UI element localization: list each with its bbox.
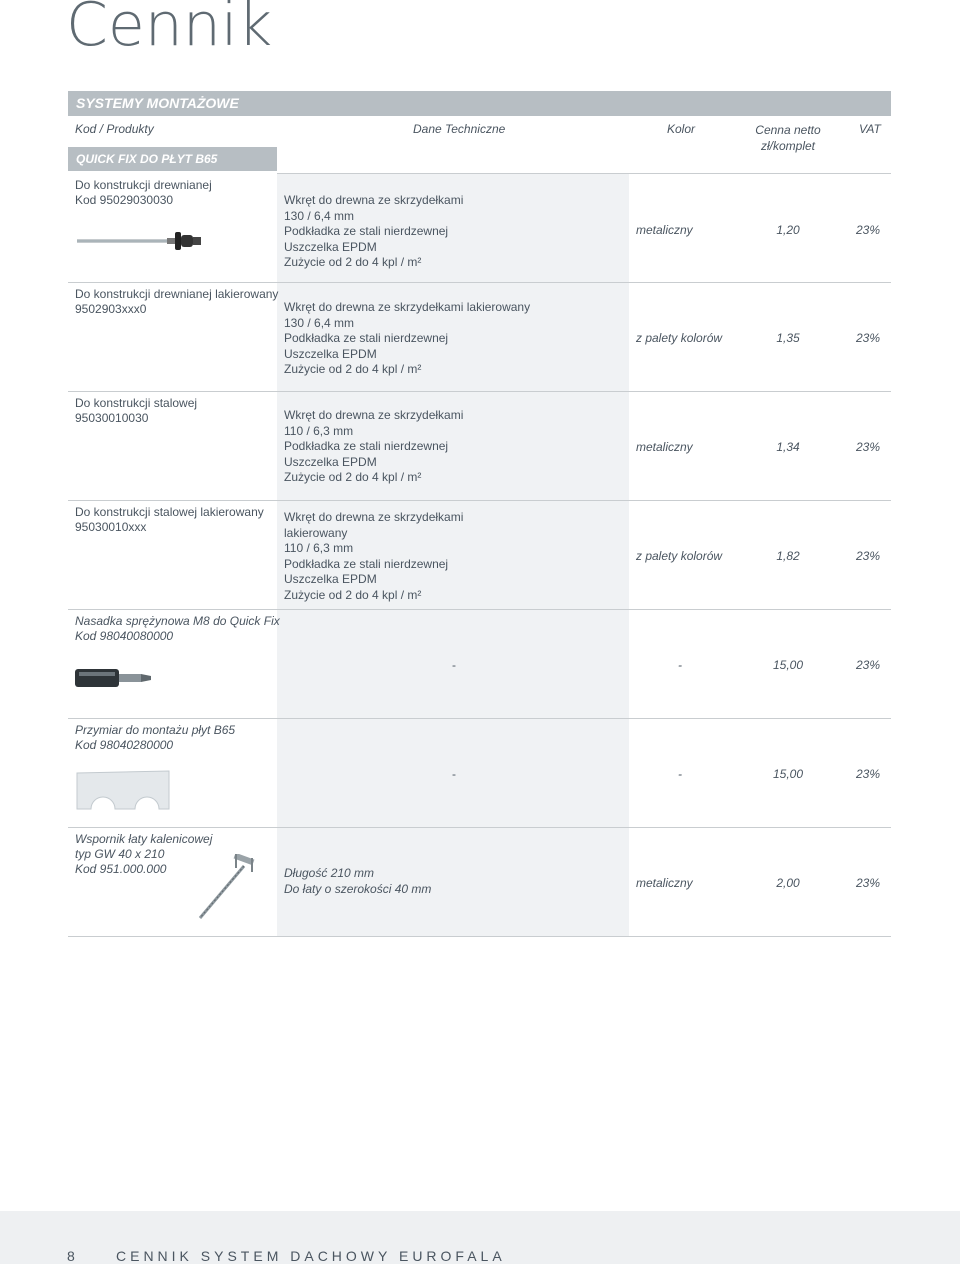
product-name: Do konstrukcji drewnianej lakierowany — [75, 287, 279, 301]
subsection-header — [68, 147, 277, 171]
column-header-kod: Kod / Produkty — [75, 122, 154, 136]
tech-specs — [284, 300, 530, 378]
product-cell — [75, 287, 278, 317]
tech-line: Uszczelka EPDM — [284, 239, 377, 254]
product-type: typ GW 40 x 210 — [75, 847, 165, 861]
product-cell — [75, 723, 235, 753]
vat-value: 23% — [855, 876, 880, 890]
product-cell — [75, 832, 212, 877]
price-value: 1,82 — [776, 549, 800, 563]
table-row — [68, 392, 891, 501]
tech-value: - — [452, 658, 456, 672]
table-row — [68, 501, 891, 610]
product-name: Wspornik łaty kalenicowej — [75, 832, 213, 846]
table-row — [68, 283, 891, 392]
product-code: Kod 98040080000 — [75, 629, 174, 643]
vat-value: 23% — [855, 767, 880, 781]
tech-line: lakierowany — [284, 525, 348, 540]
price-value: 15,00 — [772, 658, 804, 672]
tech-line: 110 / 6,3 mm — [284, 541, 354, 555]
socket-bit-icon — [75, 666, 155, 690]
color-value: - — [678, 767, 682, 781]
footer-title: CENNIK SYSTEM DACHOWY EUROFALA — [116, 1248, 506, 1264]
color-value: metaliczny — [636, 440, 693, 454]
product-code: 9502903xxx0 — [75, 302, 147, 316]
tech-line: Podkładka ze stali nierdzewnej — [284, 439, 449, 453]
table-row — [68, 828, 891, 937]
tech-specs — [284, 510, 463, 603]
row-divider — [68, 936, 891, 937]
tech-line: Uszczelka EPDM — [284, 572, 377, 586]
tech-line: Wkręt do drewna ze skrzydełkami — [284, 408, 464, 422]
table-row — [68, 610, 891, 719]
column-header-cena — [752, 122, 824, 154]
screw-icon — [75, 226, 205, 256]
tech-specs — [284, 408, 463, 486]
tech-line: Długość 210 mm — [284, 866, 375, 880]
product-cell — [75, 614, 280, 644]
tech-line: Podkładka ze stali nierdzewnej — [284, 556, 449, 571]
section-label: SYSTEMY MONTAŻOWE — [76, 95, 239, 111]
product-cell — [75, 396, 197, 426]
tech-specs — [284, 866, 431, 897]
product-name: Przymiar do montażu płyt B65 — [75, 723, 236, 737]
product-name: Nasadka sprężynowa M8 do Quick Fix — [75, 614, 280, 628]
product-name: Do konstrukcji stalowej — [75, 396, 198, 410]
page-title: Cennik — [66, 0, 273, 60]
section-header — [68, 91, 891, 116]
tech-line: Do łaty o szerokości 40 mm — [284, 881, 432, 896]
price-value: 1,20 — [776, 223, 800, 237]
product-code: Kod 98040280000 — [75, 738, 174, 752]
color-value: z palety kolorów — [636, 331, 723, 345]
vat-value: 23% — [855, 440, 880, 454]
price-value: 15,00 — [772, 767, 804, 781]
color-value: - — [678, 658, 682, 672]
tech-line: Uszczelka EPDM — [284, 346, 377, 361]
vat-value: 23% — [855, 331, 880, 345]
price-value: 2,00 — [776, 876, 800, 890]
product-code: 95030010xxx — [75, 520, 147, 534]
page-footer — [0, 1211, 960, 1264]
tech-specs — [284, 193, 463, 271]
product-code: 95030010030 — [75, 411, 149, 425]
tech-line: Zużycie od 2 do 4 kpl / m² — [284, 470, 422, 484]
tech-line: Uszczelka EPDM — [284, 454, 377, 469]
tech-line: Wkręt do drewna ze skrzydełkami — [284, 193, 464, 207]
tech-line: Zużycie od 2 do 4 kpl / m² — [284, 587, 422, 602]
vat-value: 23% — [855, 658, 880, 672]
subsection-label: QUICK FIX DO PŁYT B65 — [76, 152, 218, 166]
column-header-cena-line2: zł/komplet — [760, 139, 816, 153]
product-name: Do konstrukcji drewnianej — [75, 178, 212, 192]
tech-line: Wkręt do drewna ze skrzydełkami — [284, 510, 464, 524]
ridge-batten-bracket-icon — [194, 854, 264, 922]
color-value: metaliczny — [636, 223, 693, 237]
tech-line: 130 / 6,4 mm — [284, 315, 355, 330]
table-row — [68, 174, 891, 283]
page-number: 8 — [67, 1248, 75, 1264]
product-cell — [75, 178, 212, 208]
vat-value: 23% — [855, 223, 880, 237]
tech-line: Podkładka ze stali nierdzewnej — [284, 331, 449, 345]
price-value: 1,35 — [776, 331, 800, 345]
product-code: Kod 951.000.000 — [75, 862, 167, 876]
column-header-dane: Dane Techniczne — [413, 122, 506, 136]
column-header-cena-line1: Cenna netto — [755, 123, 821, 137]
mounting-gauge-icon — [75, 769, 171, 811]
table-row — [68, 719, 891, 828]
tech-line: Zużycie od 2 do 4 kpl / m² — [284, 255, 422, 269]
tech-line: 130 / 6,4 mm — [284, 208, 355, 223]
price-value: 1,34 — [776, 440, 800, 454]
color-value: metaliczny — [636, 876, 693, 890]
tech-value: - — [452, 767, 456, 781]
vat-value: 23% — [855, 549, 880, 563]
product-name: Do konstrukcji stalowej lakierowany — [75, 505, 264, 519]
column-header-kolor: Kolor — [667, 122, 696, 136]
column-header-vat: VAT — [859, 122, 881, 136]
tech-line: Podkładka ze stali nierdzewnej — [284, 224, 449, 238]
product-cell — [75, 505, 264, 535]
tech-line: Zużycie od 2 do 4 kpl / m² — [284, 362, 422, 376]
tech-line: 110 / 6,3 mm — [284, 423, 354, 438]
color-value: z palety kolorów — [636, 549, 723, 563]
tech-line: Wkręt do drewna ze skrzydełkami lakierowany — [284, 300, 531, 314]
product-code: Kod 95029030030 — [75, 193, 174, 207]
